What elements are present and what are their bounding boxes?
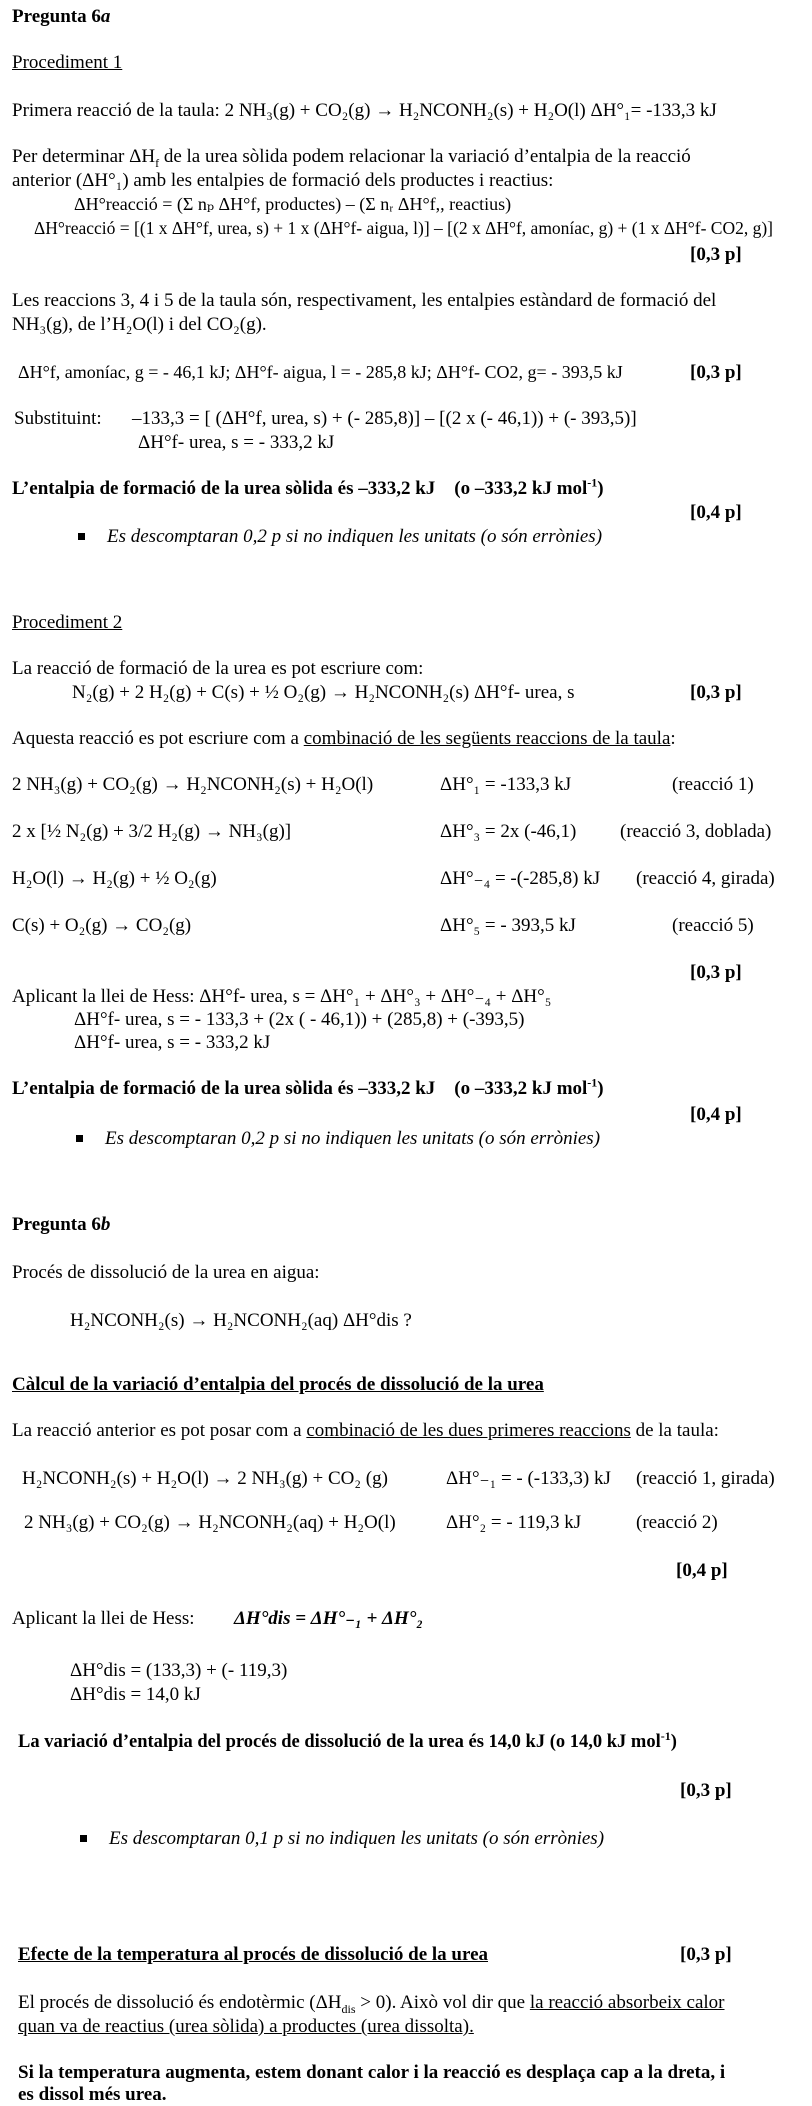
- temperature-paragraph1-line1: [18, 1992, 725, 2014]
- reaction-note: (reacció 1, girada): [636, 1468, 775, 1489]
- score-result: [0,4 p]: [690, 1104, 742, 1125]
- result-exp: -1: [660, 1728, 671, 1743]
- para-text: de la urea sòlida podem relacionar la variació d’entalpia de la reacció: [159, 146, 691, 167]
- para-underlined: la reacció absorbeix calor: [529, 1992, 725, 2013]
- reaction-eq: 2 NH₃(g) + CO₂(g) → H₂NCONH₂(aq) + H₂O(l): [24, 1512, 396, 1533]
- enthalpy-equation-general: ΔH°reacció = (Σ nₚ ΔH°f, productes) – (Σ nᵣ ΔH°f,, reactius): [74, 194, 512, 214]
- substitution-line1: –133,3 = [ (ΔH°f, urea, s) + (- 285,8)] – [(2 x (- 46,1)) + (- 393,5)]: [132, 408, 637, 429]
- dissolution-result: [18, 1728, 677, 1753]
- result-exp: -1: [587, 1075, 598, 1090]
- score-equation: [0,3 p]: [690, 244, 742, 265]
- proc1-paragraph-line2: anterior (ΔH°₁) amb les entalpies de formació dels productes i reactius:: [12, 170, 554, 191]
- reaction-note: (reacció 3, doblada): [620, 821, 772, 842]
- bullet-icon: [80, 1835, 87, 1842]
- score-result: [0,4 p]: [690, 502, 742, 523]
- temperature-paragraph2-line2: es dissol més urea.: [18, 2084, 167, 2105]
- result-exp: -1: [587, 475, 598, 490]
- dissolution-intro: Procés de dissolució de la urea en aigua:: [12, 1262, 320, 1283]
- proc2-intro: La reacció de formació de la urea es pot escriure com:: [12, 658, 424, 679]
- result-alt: (o –333,2 kJ mol: [454, 478, 588, 499]
- result-alt: (o –333,2 kJ mol: [454, 1078, 588, 1099]
- reaction-dh: ΔH°₃ = 2x (-46,1): [440, 821, 577, 842]
- temperature-heading: Efecte de la temperatura al procés de dissolució de la urea: [18, 1944, 489, 1965]
- para-sub: f: [155, 155, 160, 170]
- hess-law-line1: Aplicant la llei de Hess: ΔH°f- urea, s = ΔH°₁ + ΔH°₃ + ΔH°₋₄ + ΔH°₅: [12, 986, 552, 1007]
- reaction-dh: ΔH°₁ = -133,3 kJ: [440, 774, 572, 795]
- formation-enthalpy-values: ΔH°f, amoníac, g = - 46,1 kJ; ΔH°f- aigua, l = - 285,8 kJ; ΔH°f- CO2, g= - 393,5 kJ: [18, 362, 623, 382]
- temperature-paragraph2-line1: Si la temperatura augmenta, estem donant calor i la reacció es desplaça cap a la dreta, i: [18, 2062, 726, 2083]
- substituting-label: Substituint:: [14, 408, 102, 429]
- score-temperature: [0,3 p]: [680, 1944, 732, 1965]
- procediment-2-heading: Procediment 2: [12, 612, 123, 633]
- reaction-eq: H₂NCONH₂(s) + H₂O(l) → 2 NH₃(g) + CO₂ (g): [22, 1468, 388, 1489]
- note-text: Es descomptaran 0,2 p si no indiquen les unitats (o són errònies): [107, 526, 603, 547]
- calc-heading: Càlcul de la variació d’entalpia del procés de dissolució de la urea: [12, 1374, 544, 1395]
- formation-reaction: N₂(g) + 2 H₂(g) + C(s) + ½ O₂(g) → H₂NCONH₂(s) ΔH°f- urea, s: [72, 682, 575, 703]
- para-text: > 0). Això vol dir que: [355, 1992, 530, 2013]
- dissolution-reaction: H₂NCONH₂(s) → H₂NCONH₂(aq) ΔH°dis ?: [70, 1310, 412, 1331]
- procediment-1-heading: Procediment 1: [12, 52, 123, 73]
- combo-text: :: [670, 728, 676, 749]
- combination-intro: [12, 728, 676, 750]
- reaction-eq: 2 NH₃(g) + CO₂(g) → H₂NCONH₂(s) + H₂O(l): [12, 774, 374, 795]
- reaction-eq: 2 x [½ N₂(g) + 3/2 H₂(g) → NH₃(g)]: [12, 821, 292, 842]
- result-close: ): [597, 478, 604, 499]
- question-6b-title: [12, 1214, 110, 1236]
- reaction-dh: ΔH°₂ = - 119,3 kJ: [446, 1512, 582, 1533]
- proc2-result: [12, 1075, 604, 1100]
- score-values: [0,3 p]: [690, 362, 742, 383]
- bullet-icon: [76, 1135, 83, 1142]
- note-text: Es descomptaran 0,2 p si no indiquen les unitats (o són errònies): [105, 1128, 601, 1149]
- score-dissolution-result: [0,3 p]: [680, 1780, 732, 1801]
- score-combination: [0,3 p]: [690, 962, 742, 983]
- result-text: L’entalpia de formació de la urea sòlida és –333,2 kJ: [12, 478, 436, 499]
- reaction-note: (reacció 2): [636, 1512, 718, 1533]
- combo-underlined: combinació de les següents reaccions de la taula: [303, 728, 671, 749]
- first-reaction-line: Primera reacció de la taula: 2 NH₃(g) + CO₂(g) → H₂NCONH₂(s) + H₂O(l) ΔH°₁= -133,3 kJ: [12, 100, 717, 121]
- question-6a-title: [12, 6, 110, 28]
- note-text: Es descomptaran 0,1 p si no indiquen les unitats (o són errònies): [109, 1828, 605, 1849]
- combo-text: La reacció anterior es pot posar com a: [12, 1420, 307, 1441]
- enthalpy-equation-specific: ΔH°reacció = [(1 x ΔH°f, urea, s) + 1 x (ΔH°f- aigua, l)] – [(2 x ΔH°f, amoníac, g) + (1 x ΔH°f- CO2, g)]: [34, 218, 773, 238]
- combo-text: de la taula:: [630, 1420, 719, 1441]
- combination-intro-6b: [12, 1420, 719, 1442]
- combo-underlined: combinació de les dues primeres reaccions: [306, 1420, 631, 1441]
- score-combination-6b: [0,4 p]: [676, 1560, 728, 1581]
- result-close: ): [597, 1078, 604, 1099]
- para-sub: dis: [341, 2001, 356, 2016]
- reaction-eq: C(s) + O₂(g) → CO₂(g): [12, 915, 192, 936]
- question-letter: a: [100, 6, 111, 27]
- dissolution-calc-line1: ΔH°dis = (133,3) + (- 119,3): [70, 1660, 288, 1681]
- para-text: El procés de dissolució és endotèrmic (ΔH: [18, 1992, 342, 2013]
- dissolution-note: [80, 1828, 604, 1850]
- substitution-line2: ΔH°f- urea, s = - 333,2 kJ: [138, 432, 335, 453]
- proc1-paragraph2-line2: NH₃(g), de l’H₂O(l) i del CO₂(g).: [12, 314, 267, 335]
- result-close: ): [670, 1732, 677, 1752]
- reaction-dh: ΔH°₅ = - 393,5 kJ: [440, 915, 576, 936]
- question-title-text: Pregunta 6: [12, 1214, 101, 1235]
- hess-law-line2: ΔH°f- urea, s = - 133,3 + (2x ( - 46,1)) + (285,8) + (-393,5): [74, 1009, 525, 1030]
- proc1-result: [12, 475, 604, 500]
- bullet-icon: [78, 533, 85, 540]
- question-letter: b: [100, 1214, 111, 1235]
- hess-label-6b: Aplicant la llei de Hess:: [12, 1608, 195, 1629]
- dissolution-calc-line2: ΔH°dis = 14,0 kJ: [70, 1684, 201, 1705]
- proc1-paragraph2-line1: Les reaccions 3, 4 i 5 de la taula són, respectivament, les entalpies estàndard de formació del: [12, 290, 717, 311]
- para-text: Per determinar ΔH: [12, 146, 156, 167]
- hess-law-line3: ΔH°f- urea, s = - 333,2 kJ: [74, 1032, 271, 1053]
- reaction-eq: H₂O(l) → H₂(g) + ½ O₂(g): [12, 868, 217, 889]
- reaction-note: (reacció 1): [672, 774, 754, 795]
- temperature-paragraph1-line2: quan va de reactius (urea sòlida) a productes (urea dissolta).: [18, 2016, 474, 2037]
- reaction-note: (reacció 5): [672, 915, 754, 936]
- reaction-dh: ΔH°₋₄ = -(-285,8) kJ: [440, 868, 601, 889]
- proc2-note: [76, 1128, 600, 1150]
- combo-text: Aquesta reacció es pot escriure com a: [12, 728, 304, 749]
- result-text: La variació d’entalpia del procés de dissolució de la urea és 14,0 kJ (o 14,0 kJ mol: [18, 1732, 661, 1752]
- reaction-dh: ΔH°₋₁ = - (-133,3) kJ: [446, 1468, 611, 1489]
- hess-equation-6b: ΔH°dis = ΔH°₋₁ + ΔH°₂: [234, 1608, 423, 1629]
- proc1-paragraph-line1: [12, 146, 691, 168]
- score-formation: [0,3 p]: [690, 682, 742, 703]
- question-title-text: Pregunta 6: [12, 6, 101, 27]
- result-text: L’entalpia de formació de la urea sòlida és –333,2 kJ: [12, 1078, 436, 1099]
- reaction-note: (reacció 4, girada): [636, 868, 775, 889]
- proc1-note: [78, 526, 602, 548]
